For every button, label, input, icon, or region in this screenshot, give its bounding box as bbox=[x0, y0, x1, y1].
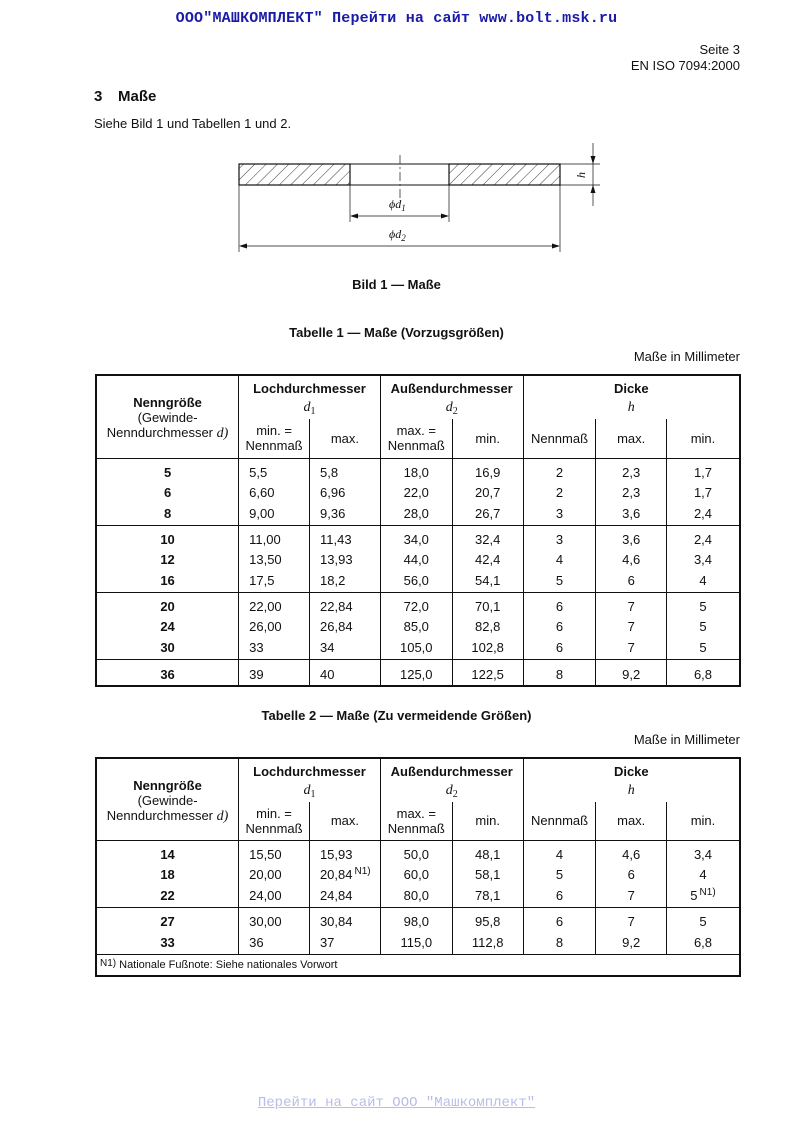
cell-aussen-max: 85,0 bbox=[380, 616, 452, 636]
d1-label: $\phi d_1$ bbox=[389, 197, 406, 213]
subhdr-aussen-max: max. = Nennmaß bbox=[380, 419, 452, 458]
table-row bbox=[96, 525, 740, 549]
cell-dicke-min: 6,8 bbox=[666, 931, 740, 954]
cell-aussen-min: 95,8 bbox=[452, 907, 523, 931]
subhdr-loch-min: min. = Nennmaß bbox=[239, 419, 310, 458]
cell-dicke-nennmass: 6 bbox=[523, 907, 596, 931]
col-aussendurchmesser-header: Außendurchmesser $d_2$ bbox=[380, 375, 523, 419]
subhdr-dicke-max: max. bbox=[596, 419, 667, 458]
section-intro: Siehe Bild 1 und Tabellen 1 und 2. bbox=[94, 116, 292, 131]
cell-dicke-min: 3,4 bbox=[666, 549, 740, 569]
cell-dicke-min: 5 bbox=[666, 616, 740, 636]
cell-dicke-min: 1,7 bbox=[666, 458, 740, 482]
cell-aussen-min: 112,8 bbox=[452, 931, 523, 954]
table-row bbox=[96, 616, 740, 636]
cell-aussen-max: 115,0 bbox=[380, 931, 452, 954]
cell-aussen-min: 48,1 bbox=[452, 840, 523, 864]
cell-nenngroesse: 33 bbox=[160, 934, 175, 950]
cell-loch-max: 37 bbox=[309, 931, 380, 954]
cell-dicke-min: 6,8 bbox=[666, 659, 740, 686]
cell-dicke-max: 2,3 bbox=[596, 458, 667, 482]
table1-body bbox=[96, 458, 740, 686]
table-row bbox=[96, 549, 740, 569]
cell-loch-max: 18,2 bbox=[310, 569, 381, 592]
table-row bbox=[96, 659, 740, 686]
cell-nenngroesse: 14 bbox=[160, 846, 175, 862]
cell-aussen-min: 102,8 bbox=[452, 636, 523, 659]
cell-dicke-nennmass: 5 bbox=[523, 569, 596, 592]
cell-loch-max: 30,84 bbox=[309, 907, 380, 931]
col-nenngroesse-header: Nenngröße (Gewinde- Nenndurchmesser d) bbox=[96, 375, 239, 458]
cell-aussen-min: 82,8 bbox=[452, 616, 523, 636]
cell-dicke-nennmass: 2 bbox=[523, 482, 596, 502]
table2-header bbox=[96, 758, 740, 840]
cell-loch-max: 15,93 bbox=[309, 840, 380, 864]
footnote-text: Nationale Fußnote: Siehe nationales Vorwort bbox=[119, 959, 338, 972]
cell-dicke-max: 4,6 bbox=[596, 549, 667, 569]
table1-caption: Tabelle 1 — Maße (Vorzugsgrößen) bbox=[289, 325, 504, 340]
cell-loch-max: 22,84 bbox=[310, 592, 381, 616]
cell-nenngroesse: 5 bbox=[163, 464, 172, 480]
cell-dicke-max: 7 bbox=[596, 907, 667, 931]
subhdr-loch-max: max. bbox=[309, 802, 380, 840]
washer-dimension-figure bbox=[0, 0, 793, 300]
cell-loch-max: 26,84 bbox=[310, 616, 381, 636]
subhdr-loch-min: min. = Nennmaß bbox=[239, 802, 310, 840]
cell-nenngroesse: 10 bbox=[160, 531, 175, 547]
table2-caption: Tabelle 2 — Maße (Zu vermeidende Größen) bbox=[261, 708, 532, 723]
cell-nenngroesse: 30 bbox=[96, 636, 239, 659]
cell-aussen-min: 26,7 bbox=[452, 502, 523, 525]
cell-dicke-max: 9,2 bbox=[596, 931, 667, 954]
cell-loch-max: 40 bbox=[310, 659, 381, 686]
cell-loch-min: 15,50 bbox=[239, 840, 310, 864]
cell-aussen-max: 34,0 bbox=[380, 525, 452, 549]
cell-aussen-max: 18,0 bbox=[380, 458, 452, 482]
footer-site-link[interactable]: Перейти на сайт ООО "Машкомплект" bbox=[257, 1095, 536, 1111]
cell-loch-max: 9,36 bbox=[310, 502, 381, 525]
cell-dicke-nennmass: 5 bbox=[523, 864, 596, 884]
cell-loch-min: 33 bbox=[239, 636, 310, 659]
cell-dicke-nennmass: 4 bbox=[523, 840, 596, 864]
table2-unit: Maße in Millimeter bbox=[633, 732, 740, 747]
cell-dicke-min: 2,4 bbox=[666, 502, 740, 525]
cell-loch-min: 36 bbox=[239, 931, 310, 954]
cell-aussen-max: 60,0 bbox=[380, 864, 452, 884]
cell-loch-min: 22,00 bbox=[239, 592, 310, 616]
section-number: 3 bbox=[94, 88, 103, 105]
cell-loch-max: 13,93 bbox=[310, 549, 381, 569]
cell-dicke-min: 5 bbox=[666, 636, 740, 659]
cell-dicke-min: 4 bbox=[666, 569, 740, 592]
subhdr-dicke-nennmass: Nennmaß bbox=[523, 419, 596, 458]
cell-nenngroesse: 20 bbox=[160, 598, 175, 614]
cell-dicke-max: 2,3 bbox=[596, 482, 667, 502]
footnote-ref: N1) bbox=[354, 866, 371, 877]
cell-dicke-nennmass: 4 bbox=[523, 549, 596, 569]
cell-nenngroesse: 27 bbox=[160, 913, 175, 929]
cell-dicke-nennmass: 8 bbox=[523, 931, 596, 954]
table-row bbox=[96, 502, 740, 525]
col-dicke-header: Dicke h bbox=[523, 758, 740, 802]
cell-loch-min: 9,00 bbox=[239, 502, 310, 525]
cell-loch-min: 39 bbox=[239, 659, 310, 686]
table-row bbox=[96, 864, 740, 884]
subhdr-aussen-max: max. = Nennmaß bbox=[380, 802, 452, 840]
cell-aussen-min: 78,1 bbox=[452, 884, 523, 907]
table-row bbox=[96, 840, 740, 864]
cell-dicke-max: 9,2 bbox=[596, 659, 667, 686]
cell-loch-min: 17,5 bbox=[239, 569, 310, 592]
cell-aussen-max: 56,0 bbox=[380, 569, 452, 592]
table-row bbox=[96, 592, 740, 616]
cell-loch-max: 11,43 bbox=[310, 525, 381, 549]
cell-aussen-max: 98,0 bbox=[380, 907, 452, 931]
cell-dicke-max: 7 bbox=[596, 616, 667, 636]
cell-loch-max: 20,84 $^{N1)}$ bbox=[309, 864, 380, 884]
cell-dicke-nennmass: 8 bbox=[523, 659, 596, 686]
subhdr-loch-max: max. bbox=[310, 419, 381, 458]
table1-header bbox=[96, 375, 740, 458]
cell-loch-min: 5,5 bbox=[239, 458, 310, 482]
subhdr-dicke-max: max. bbox=[596, 802, 667, 840]
washer-section-right bbox=[449, 164, 560, 185]
cell-dicke-nennmass: 6 bbox=[523, 636, 596, 659]
cell-dicke-max: 6 bbox=[596, 864, 667, 884]
subhdr-aussen-min: min. bbox=[452, 419, 523, 458]
cell-dicke-nennmass: 6 bbox=[523, 884, 596, 907]
cell-aussen-max: 72,0 bbox=[380, 592, 452, 616]
washer-section-left bbox=[239, 164, 350, 185]
cell-dicke-max: 4,6 bbox=[596, 840, 667, 864]
cell-loch-max: 24,84 bbox=[309, 884, 380, 907]
col-aussendurchmesser-header: Außendurchmesser $d_2$ bbox=[380, 758, 523, 802]
cell-aussen-min: 58,1 bbox=[452, 864, 523, 884]
cell-aussen-min: 54,1 bbox=[452, 569, 523, 592]
cell-aussen-min: 20,7 bbox=[452, 482, 523, 502]
cell-loch-min: 6,60 bbox=[239, 482, 310, 502]
d2-label: $\phi d_2$ bbox=[389, 227, 406, 243]
cell-dicke-min: 4 bbox=[666, 864, 740, 884]
cell-aussen-max: 105,0 bbox=[380, 636, 452, 659]
cell-nenngroesse: 24 bbox=[160, 618, 175, 634]
cell-dicke-max: 7 bbox=[596, 592, 667, 616]
h-label: h bbox=[574, 172, 588, 178]
cell-aussen-max: 44,0 bbox=[380, 549, 452, 569]
cell-aussen-max: 80,0 bbox=[380, 884, 452, 907]
cell-dicke-nennmass: 3 bbox=[523, 502, 596, 525]
cell-dicke-min: 5 bbox=[666, 907, 740, 931]
table1-unit: Maße in Millimeter bbox=[633, 349, 740, 364]
footnote-ref: N1) bbox=[699, 887, 716, 899]
cell-dicke-min: 3,4 bbox=[666, 840, 740, 864]
cell-nenngroesse: 8 bbox=[96, 502, 239, 525]
cell-aussen-min: 42,4 bbox=[452, 549, 523, 569]
footnote-marker: N1) bbox=[100, 958, 117, 970]
table-row bbox=[96, 907, 740, 931]
cell-nenngroesse: 12 bbox=[160, 551, 175, 567]
cell-dicke-max: 3,6 bbox=[596, 502, 667, 525]
cell-dicke-max: 3,6 bbox=[596, 525, 667, 549]
cell-loch-min: 13,50 bbox=[239, 549, 310, 569]
cell-aussen-min: 32,4 bbox=[452, 525, 523, 549]
subhdr-dicke-min: min. bbox=[666, 802, 740, 840]
cell-loch-min: 26,00 bbox=[239, 616, 310, 636]
cell-loch-max: 34 bbox=[310, 636, 381, 659]
page-number: Seite 3 bbox=[699, 42, 740, 57]
cell-aussen-min: 122,5 bbox=[452, 659, 523, 686]
table2 bbox=[95, 757, 741, 977]
table2-footnote bbox=[96, 954, 740, 976]
cell-nenngroesse: 22 bbox=[96, 884, 239, 907]
cell-dicke-min: 2,4 bbox=[666, 525, 740, 549]
table1 bbox=[95, 374, 741, 687]
cell-dicke-max: 7 bbox=[596, 884, 667, 907]
cell-dicke-nennmass: 2 bbox=[523, 458, 596, 482]
subhdr-aussen-min: min. bbox=[452, 802, 523, 840]
cell-aussen-min: 70,1 bbox=[452, 592, 523, 616]
cell-nenngroesse: 16 bbox=[96, 569, 239, 592]
table-row bbox=[96, 569, 740, 592]
cell-dicke-nennmass: 6 bbox=[523, 592, 596, 616]
cell-nenngroesse: 36 bbox=[160, 666, 175, 682]
standard-id: EN ISO 7094:2000 bbox=[630, 58, 740, 73]
col-lochdurchmesser-header: Lochdurchmesser $d_1$ bbox=[239, 375, 381, 419]
cell-dicke-max: 7 bbox=[596, 636, 667, 659]
cell-dicke-nennmass: 6 bbox=[523, 616, 596, 636]
table2-body bbox=[96, 840, 740, 954]
cell-dicke-min: 5 $^{N1)}$ bbox=[666, 884, 740, 907]
cell-loch-max: 5,8 bbox=[310, 458, 381, 482]
cell-aussen-max: 125,0 bbox=[380, 659, 452, 686]
col-lochdurchmesser-header: Lochdurchmesser $d_1$ bbox=[239, 758, 381, 802]
cell-loch-min: 24,00 bbox=[239, 884, 310, 907]
cell-dicke-max: 6 bbox=[596, 569, 667, 592]
col-nenngroesse-header: Nenngröße (Gewinde- Nenndurchmesser d) bbox=[96, 758, 239, 840]
table-row bbox=[96, 458, 740, 482]
subhdr-dicke-nennmass: Nennmaß bbox=[523, 802, 596, 840]
cell-aussen-max: 50,0 bbox=[380, 840, 452, 864]
cell-dicke-nennmass: 3 bbox=[523, 525, 596, 549]
site-banner-link[interactable]: ООО"МАШКОМПЛЕКТ" Перейти на сайт www.bolt.msk.ru bbox=[175, 10, 618, 27]
subhdr-dicke-min: min. bbox=[666, 419, 740, 458]
cell-dicke-min: 1,7 bbox=[666, 482, 740, 502]
cell-dicke-min: 5 bbox=[666, 592, 740, 616]
cell-nenngroesse: 6 bbox=[163, 484, 172, 500]
cell-aussen-max: 28,0 bbox=[380, 502, 452, 525]
cell-aussen-max: 22,0 bbox=[380, 482, 452, 502]
cell-loch-min: 20,00 bbox=[239, 864, 310, 884]
table-row bbox=[96, 931, 740, 954]
cell-loch-min: 30,00 bbox=[239, 907, 310, 931]
cell-nenngroesse: 18 bbox=[160, 866, 175, 882]
cell-loch-min: 11,00 bbox=[239, 525, 310, 549]
col-dicke-header: Dicke h bbox=[523, 375, 740, 419]
table-row bbox=[96, 482, 740, 502]
cell-aussen-min: 16,9 bbox=[452, 458, 523, 482]
table-row bbox=[96, 884, 740, 907]
section-title: Maße bbox=[118, 88, 157, 105]
cell-loch-max: 6,96 bbox=[310, 482, 381, 502]
figure-caption: Bild 1 — Maße bbox=[352, 277, 441, 292]
table-row bbox=[96, 636, 740, 659]
